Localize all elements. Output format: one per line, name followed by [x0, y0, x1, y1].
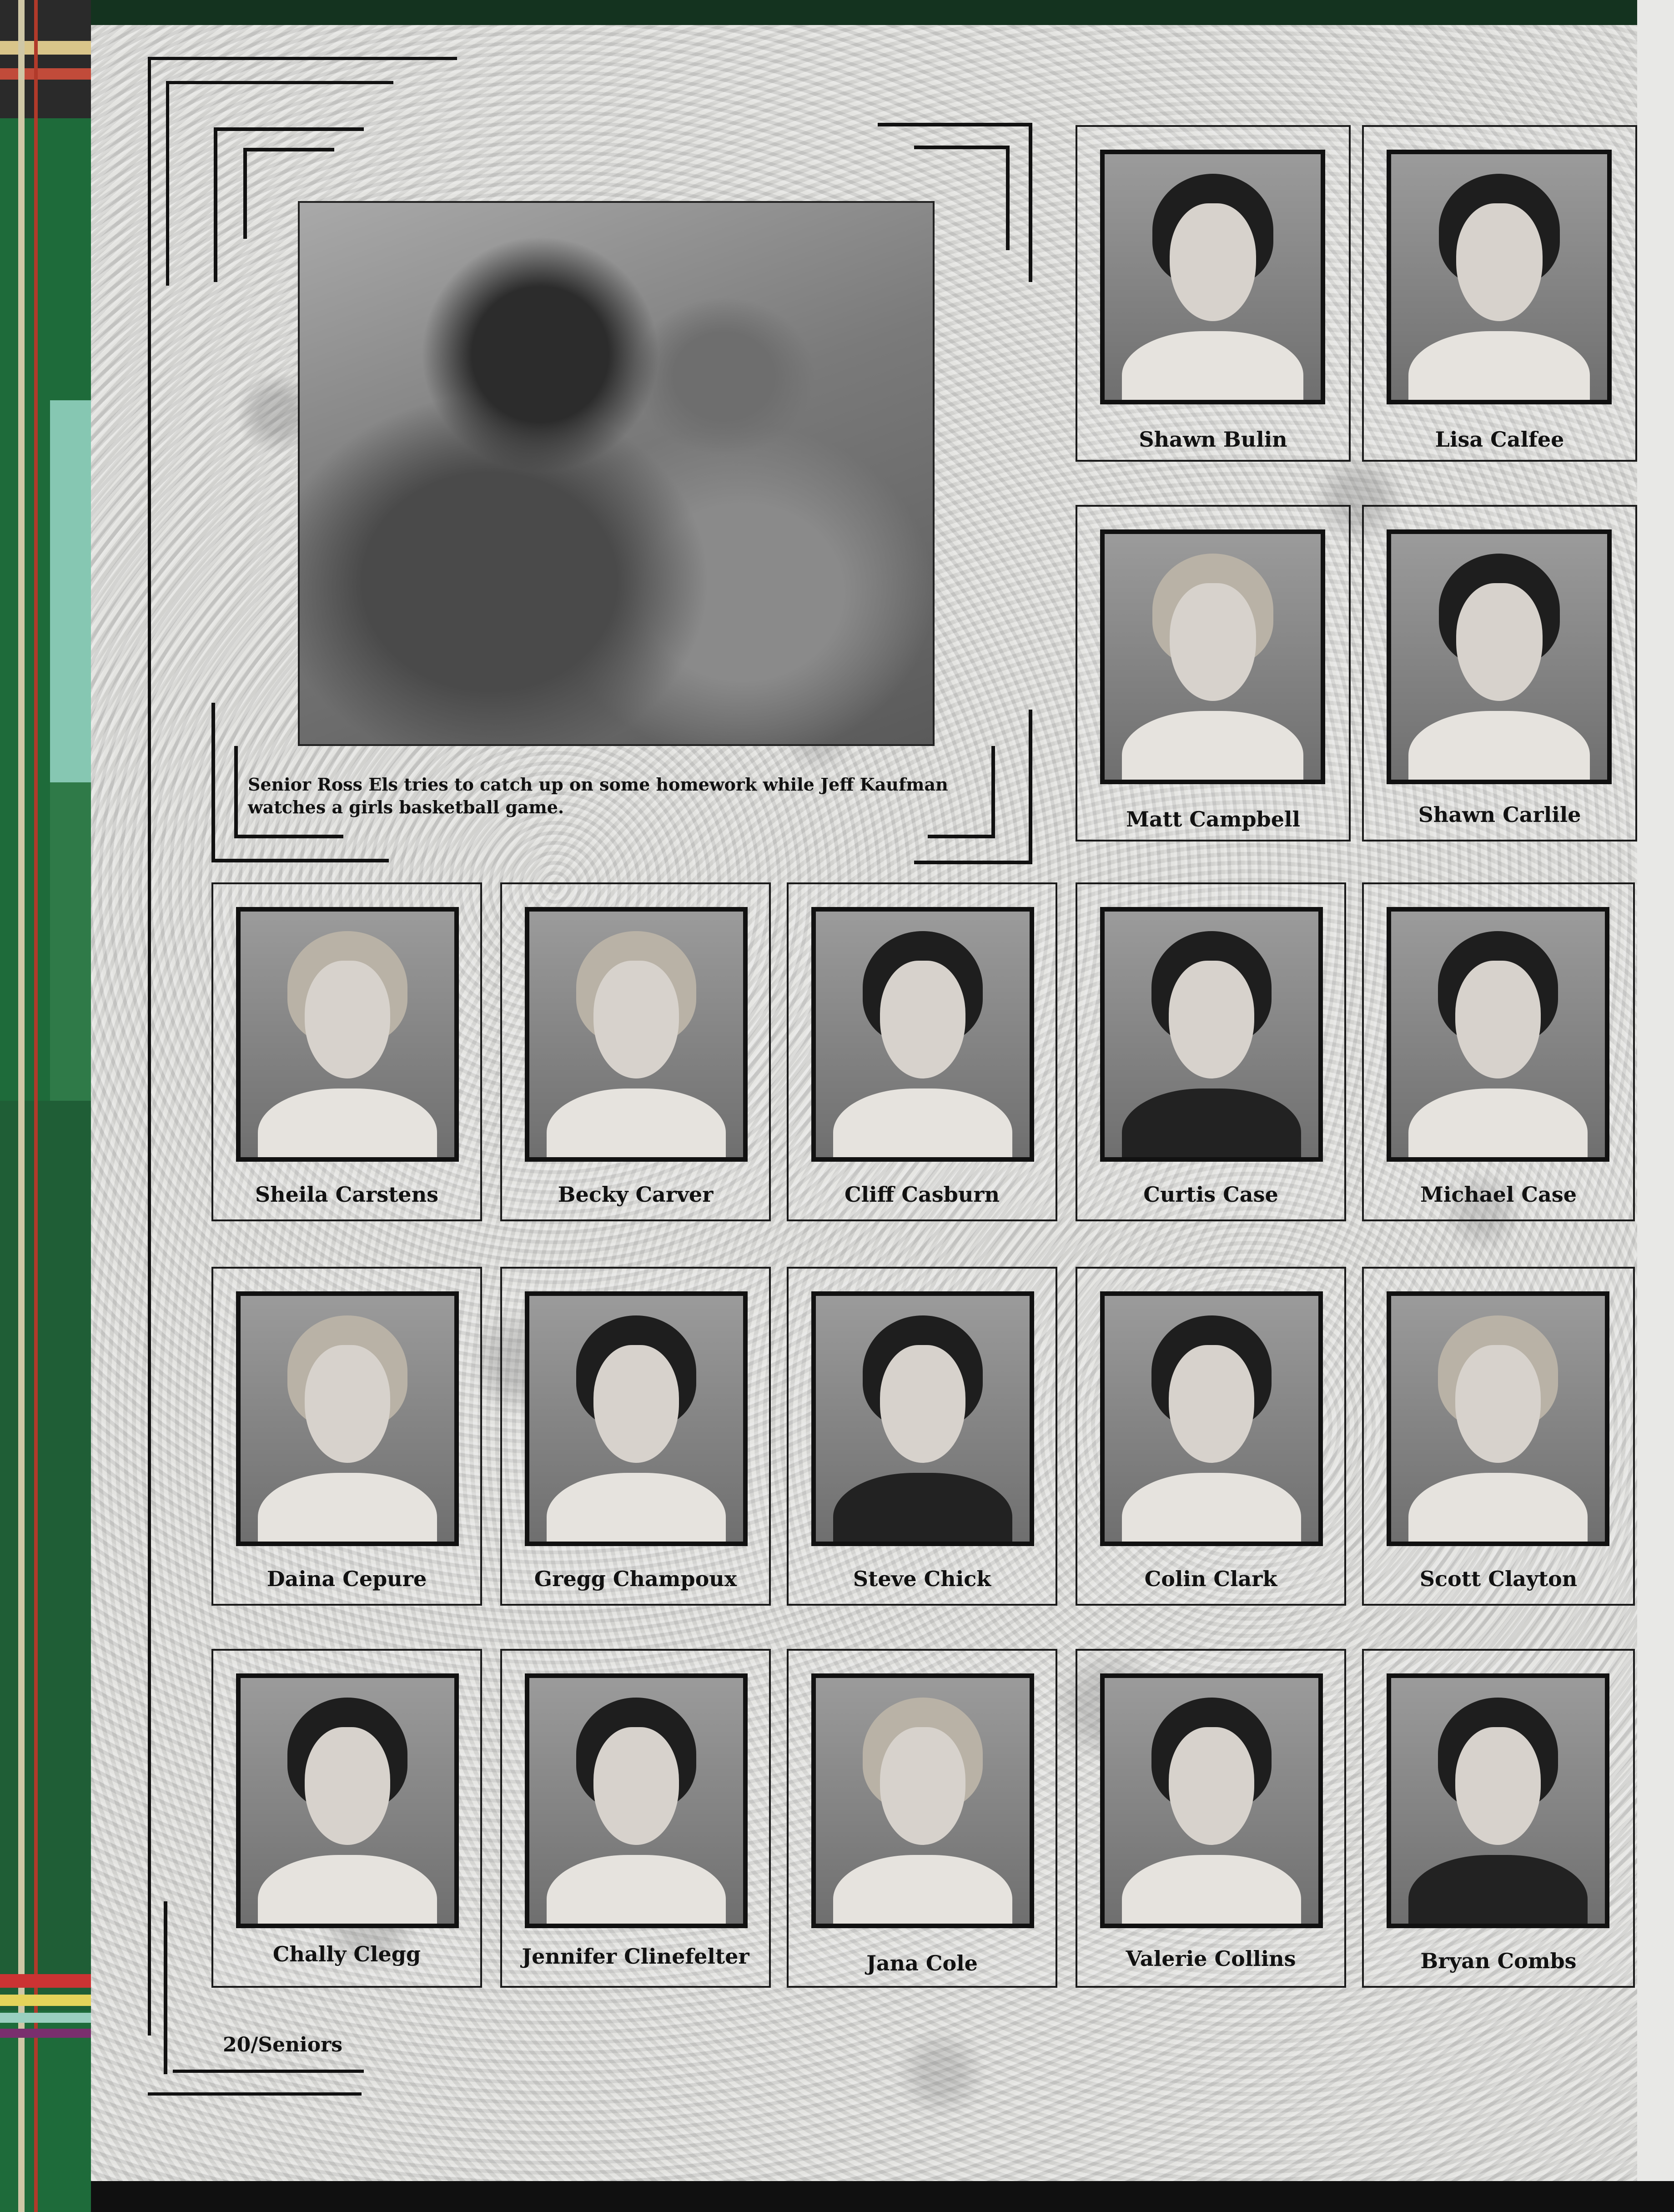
senior-portrait: [811, 907, 1034, 1162]
senior-portrait: [1387, 907, 1609, 1162]
binding-spine: [0, 0, 96, 2212]
senior-card: [1362, 1267, 1635, 1606]
senior-card: [1076, 1267, 1346, 1606]
right-edge: [1637, 0, 1674, 2212]
photo-caption: Senior Ross Els tries to catch up on some homework while Jeff Kaufman watches a girls basketball game.: [248, 774, 948, 817]
senior-card: [1076, 125, 1351, 462]
senior-portrait: [1100, 1673, 1323, 1928]
senior-name: Scott Clayton: [1419, 1567, 1578, 1591]
senior-portrait: [236, 1291, 459, 1546]
senior-name: Shawn Carlile: [1418, 802, 1581, 827]
senior-name: Gregg Champoux: [534, 1567, 737, 1591]
senior-portrait: [1387, 529, 1612, 784]
senior-portrait: [236, 907, 459, 1162]
senior-name: Cliff Casburn: [845, 1182, 1000, 1207]
senior-portrait: [1387, 150, 1612, 404]
top-edge: [91, 0, 1674, 25]
senior-name: Matt Campbell: [1126, 807, 1300, 831]
senior-portrait: [525, 1291, 748, 1546]
senior-portrait: [1100, 907, 1323, 1162]
senior-name: Michael Case: [1420, 1182, 1577, 1207]
senior-portrait: [1100, 150, 1325, 404]
senior-card: [211, 1649, 482, 1988]
senior-card: [1362, 505, 1637, 841]
senior-card: [1076, 882, 1346, 1221]
senior-name: Jennifer Clinefelter: [522, 1944, 749, 1969]
senior-portrait: [525, 907, 748, 1162]
senior-card: [500, 1649, 771, 1988]
senior-portrait: [1387, 1673, 1609, 1928]
senior-portrait: [1100, 1291, 1323, 1546]
senior-name: Sheila Carstens: [255, 1182, 439, 1207]
senior-card: [787, 1649, 1057, 1988]
senior-card: [1362, 1649, 1635, 1988]
senior-name: Chally Clegg: [272, 1942, 421, 1966]
senior-name: Becky Carver: [558, 1182, 714, 1207]
senior-card: [787, 882, 1057, 1221]
bottom-edge: [91, 2181, 1674, 2212]
senior-portrait: [1387, 1291, 1609, 1546]
senior-card: [787, 1267, 1057, 1606]
senior-card: [211, 1267, 482, 1606]
senior-name: Lisa Calfee: [1435, 427, 1564, 452]
senior-name: Bryan Combs: [1420, 1949, 1577, 1973]
senior-card: [1076, 505, 1351, 841]
senior-card: [1362, 882, 1635, 1221]
senior-name: Shawn Bulin: [1139, 427, 1287, 452]
senior-portrait: [811, 1291, 1034, 1546]
senior-card: [500, 1267, 771, 1606]
senior-card: [211, 882, 482, 1221]
senior-name: Daina Cepure: [266, 1567, 427, 1591]
senior-name: Valerie Collins: [1126, 1946, 1296, 1971]
senior-name: Colin Clark: [1144, 1567, 1277, 1591]
senior-card: [1362, 125, 1637, 462]
senior-name: Jana Cole: [866, 1951, 978, 1975]
senior-name: Curtis Case: [1143, 1182, 1278, 1207]
senior-card: [500, 882, 771, 1221]
senior-portrait: [811, 1673, 1034, 1928]
feature-photo: [298, 201, 935, 746]
senior-portrait: [525, 1673, 748, 1928]
senior-name: Steve Chick: [853, 1567, 991, 1591]
senior-card: [1076, 1649, 1346, 1988]
page-number: 20/Seniors: [223, 2033, 343, 2056]
senior-portrait: [236, 1673, 459, 1928]
senior-portrait: [1100, 529, 1325, 784]
